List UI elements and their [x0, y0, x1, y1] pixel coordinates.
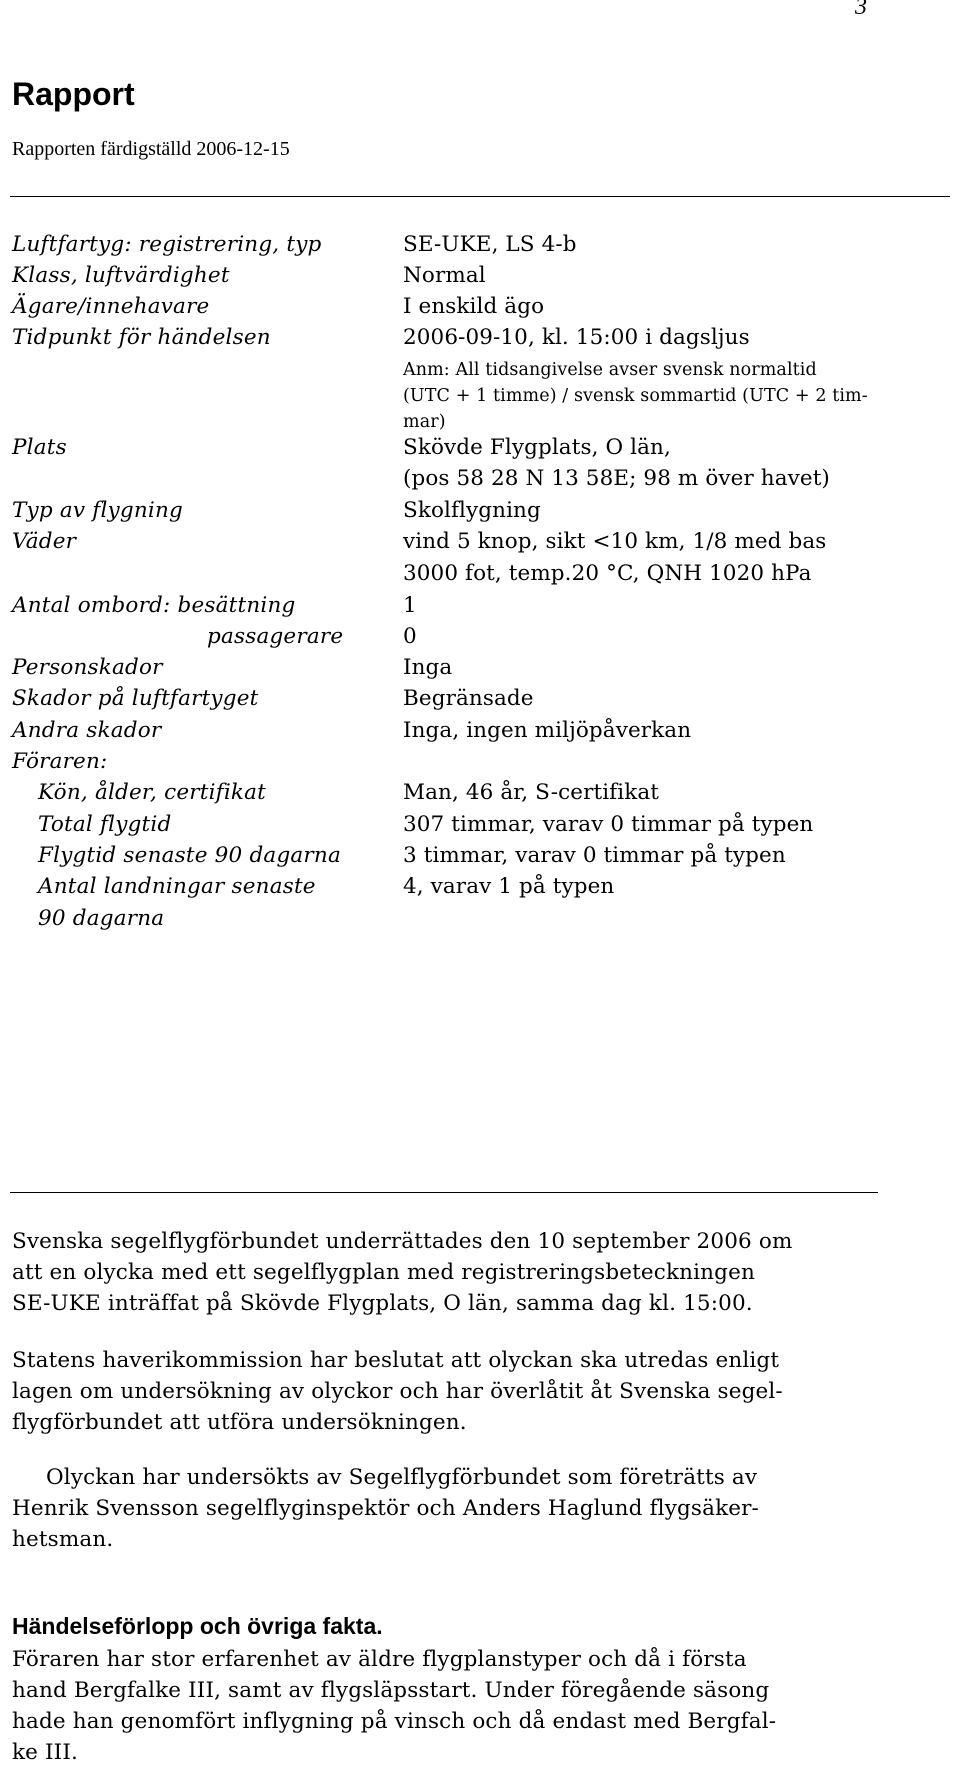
pilot-heading: Föraren: [12, 749, 108, 774]
decision-paragraph [12, 1345, 892, 1438]
text-line: hand Bergfalke III, samt av flygsläpsstart. Under föregående säsong [12, 1678, 770, 1703]
place-value-line1: Skövde Flygplats, O län, [403, 435, 671, 460]
flight-type-value: Skolflygning [403, 498, 541, 523]
total-flight-time-value: 307 timmar, varav 0 timmar på typen [403, 812, 814, 837]
landings-value: 4, varav 1 på typen [403, 874, 615, 899]
owner-label: Ägare/innehavare [12, 294, 210, 319]
aircraft-damage-value: Begränsade [403, 686, 534, 711]
pilot-details-label: Kön, ålder, certifikat [38, 780, 266, 805]
class-value: Normal [403, 263, 486, 288]
time-note-line3: mar) [403, 412, 446, 432]
page-title: Rapport [12, 76, 135, 112]
recent-flight-time-label: Flygtid senaste 90 dagarna [38, 843, 341, 868]
text-line: hetsman. [12, 1527, 114, 1552]
report-date: Rapporten färdigställd 2006-12-15 [12, 138, 290, 160]
other-damage-value: Inga, ingen miljöpåverkan [403, 718, 692, 743]
pilot-details-value: Man, 46 år, S-certifikat [403, 780, 660, 805]
divider-mid [10, 1192, 878, 1193]
section-heading: Händelseförlopp och övriga fakta. [12, 1613, 383, 1639]
text-line: Henrik Svensson segelflyginspektör och Anders Haglund flygsäker- [12, 1496, 759, 1521]
landings-label-line1: Antal landningar senaste [38, 874, 316, 899]
events-paragraph [12, 1644, 892, 1768]
page-number: 3 [855, 0, 867, 20]
place-value-line2: (pos 58 28 N 13 58E; 98 m över havet) [403, 466, 830, 491]
passengers-value: 0 [403, 624, 417, 649]
text-line: flygförbundet att utföra undersökningen. [12, 1410, 467, 1435]
place-label: Plats [12, 435, 67, 460]
investigators-paragraph [12, 1462, 892, 1555]
passengers-label: passagerare [207, 624, 344, 649]
text-line: SE-UKE inträffat på Skövde Flygplats, O län, samma dag kl. 15:00. [12, 1291, 753, 1316]
time-label: Tidpunkt för händelsen [12, 325, 271, 350]
text-line: Föraren har stor erfarenhet av äldre flygplanstyper och då i första [12, 1647, 747, 1672]
notification-paragraph [12, 1226, 892, 1319]
landings-label-line2: 90 dagarna [38, 906, 165, 931]
recent-flight-time-value: 3 timmar, varav 0 timmar på typen [403, 843, 786, 868]
text-line: Olyckan har undersökts av Segelflygförbundet som företrätts av [46, 1465, 758, 1490]
registration-value: SE-UKE, LS 4-b [403, 232, 577, 257]
registration-label: Luftfartyg: registrering, typ [12, 232, 322, 257]
weather-label: Väder [12, 529, 77, 554]
other-damage-label: Andra skador [12, 718, 162, 743]
crew-value: 1 [403, 593, 417, 618]
text-line: Svenska segelflygförbundet underrättades den 10 september 2006 om [12, 1229, 793, 1254]
text-line: att en olycka med ett segelflygplan med registreringsbeteckningen [12, 1260, 755, 1285]
crew-label: Antal ombord: besättning [12, 593, 296, 618]
text-line: lagen om undersökning av olyckor och har överlåtit åt Svenska segel- [12, 1379, 783, 1404]
injuries-value: Inga [403, 655, 453, 680]
time-note-line2: (UTC + 1 timme) / svensk sommartid (UTC + 2 tim- [403, 386, 868, 406]
injuries-label: Personskador [12, 655, 163, 680]
aircraft-damage-label: Skador på luftfartyget [12, 686, 259, 711]
time-note-line1: Anm: All tidsangivelse avser svensk normaltid [403, 360, 817, 380]
total-flight-time-label: Total flygtid [38, 812, 172, 837]
class-label: Klass, luftvärdighet [12, 263, 230, 288]
time-value: 2006-09-10, kl. 15:00 i dagsljus [403, 325, 750, 350]
text-line: ke III. [12, 1740, 78, 1765]
text-line: hade han genomfört inflygning på vinsch och då endast med Bergfal- [12, 1709, 777, 1734]
text-line: Statens haverikommission har beslutat att olyckan ska utredas enligt [12, 1348, 780, 1373]
weather-value-line1: vind 5 knop, sikt <10 km, 1/8 med bas [403, 529, 827, 554]
flight-type-label: Typ av flygning [12, 498, 183, 523]
owner-value: I enskild ägo [403, 294, 545, 319]
divider-top [10, 196, 950, 197]
weather-value-line2: 3000 fot, temp.20 °C, QNH 1020 hPa [403, 561, 812, 586]
